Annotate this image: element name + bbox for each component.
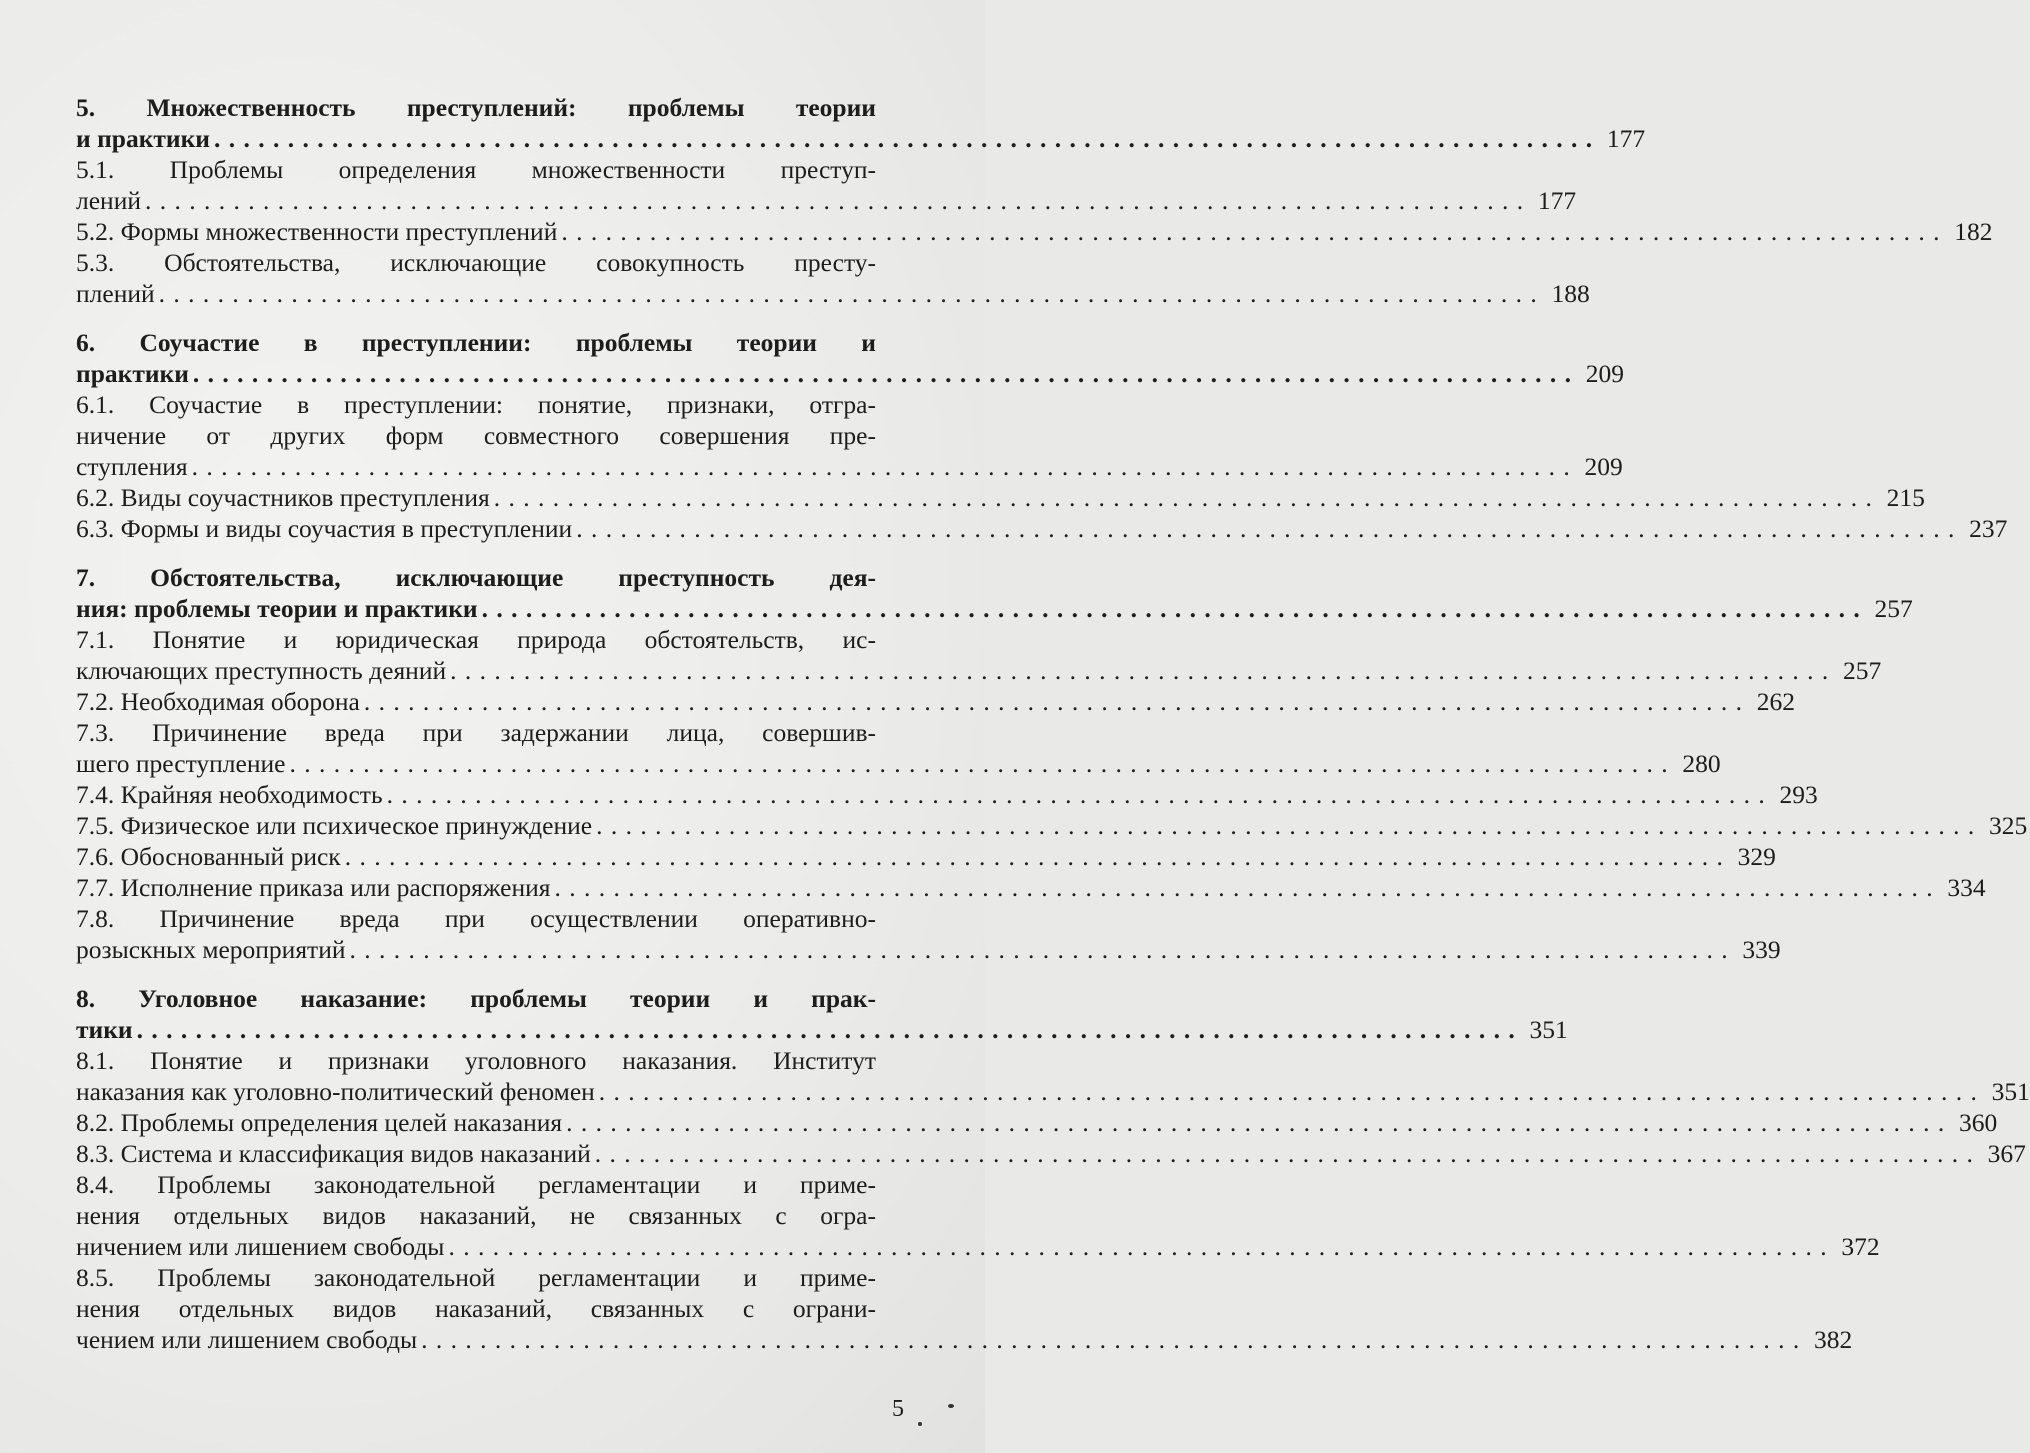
dot-leader: . . . . . . . . . . . . . . . . . . . . . . . . . . . . . . . . . . . . . . . . . . . . . . . . . . . . . . . . . . . . . . . . . . . . . . . . . . . . . . . . . . . . . . . . . . . . . . <box>344 842 1724 871</box>
section-title-line <box>76 1014 1568 1045</box>
entry-line-text: наказания как уголовно-политический феномен <box>76 1077 595 1106</box>
toc-entry <box>76 872 1986 903</box>
entry-line-text: 6.2. Виды соучастников преступления <box>76 483 490 512</box>
section-title-line-text: практики <box>76 359 189 388</box>
dot-leader: . . . . . . . . . . . . . . . . . . . . . . . . . . . . . . . . . . . . . . . . . . . . . . . . . . . . . . . . . . . . . . . . . . . . . . . . . . . . . . . . . . . . . . . . . . . . . . <box>144 186 1525 215</box>
entry-line <box>76 513 2008 544</box>
entry-line-text: ничение от других форм совместного совершения пре- <box>76 421 876 450</box>
toc-entry <box>76 841 1776 872</box>
page-ref: 280 <box>1682 749 1721 778</box>
table-of-contents <box>76 92 2030 1355</box>
dot-leader: . . . . . . . . . . . . . . . . . . . . . . . . . . . . . . . . . . . . . . . . . . . . . . . . . . . . . . . . . . . . . . . . . . . . . . . . . . . . . . . . . . . . . . . . . . . . . . <box>493 483 1873 512</box>
section-title-line-text: и практики <box>76 124 210 153</box>
entry-line-text: 6.1. Соучастие в преступлении: понятие, признаки, отгра- <box>76 390 876 419</box>
page-ref: 177 <box>1537 186 1577 215</box>
toc-entry <box>76 779 1818 810</box>
entry-line <box>76 934 1781 965</box>
section-title-line <box>76 358 1625 389</box>
entry-line <box>76 1107 1998 1138</box>
dot-leader: . . . . . . . . . . . . . . . . . . . . . . . . . . . . . . . . . . . . . . . . . . . . . . . . . . . . . . . . . . . . . . . . . . . . . . . . . . . . . . . . . . . . . . . . . . . . . . <box>450 656 1830 685</box>
print-speck <box>948 1404 954 1408</box>
entry-line-text: 7.3. Причинение вреда при задержании лица, совершив- <box>76 718 876 747</box>
entry-line <box>76 717 876 748</box>
entry-line <box>76 686 1795 717</box>
dot-leader: . . . . . . . . . . . . . . . . . . . . . . . . . . . . . . . . . . . . . . . . . . . . . . . . . . . . . . . . . . . . . . . . . . . . . . . . . . . . . . . . . . . . . . . . . . . . . . <box>386 780 1766 809</box>
section-title-line-text: ния: проблемы теории и практики <box>76 594 478 623</box>
dot-leader: . . . . . . . . . . . . . . . . . . . . . . . . . . . . . . . . . . . . . . . . . . . . . . . . . . . . . . . . . . . . . . . . . . . . . . . . . . . . . . . . . . . . . . . . . . . . . . <box>596 811 1976 840</box>
entry-line-text: 8.1. Понятие и признаки уголовного наказания. Институт <box>76 1046 876 1075</box>
entry-line-text: 7.8. Причинение вреда при осуществлении оперативно- <box>76 904 876 933</box>
entry-line-text: 8.5. Проблемы законодательной регламентации и приме- <box>76 1263 876 1292</box>
page-ref: 293 <box>1779 780 1818 809</box>
dot-leader: . . . . . . . . . . . . . . . . . . . . . . . . . . . . . . . . . . . . . . . . . . . . . . . . . . . . . . . . . . . . . . . . . . . . . . . . . . . . . . . . . . . . . . . . . . . . . . <box>136 1015 1516 1044</box>
page-ref: 215 <box>1886 483 1925 512</box>
entry-line-text: нения отдельных видов наказаний, связанных с ограни- <box>76 1294 876 1323</box>
section-title-line <box>76 593 1913 624</box>
dot-leader: . . . . . . . . . . . . . . . . . . . . . . . . . . . . . . . . . . . . . . . . . . . . . . . . . . . . . . . . . . . . . . . . . . . . . . . . . . . . . . . . . . . . . . . . . . . . . . <box>349 935 1729 964</box>
dot-leader: . . . . . . . . . . . . . . . . . . . . . . . . . . . . . . . . . . . . . . . . . . . . . . . . . . . . . . . . . . . . . . . . . . . . . . . . . . . . . . . . . . . . . . . . . . . . . . <box>566 1108 1946 1137</box>
entry-line-text: 7.5. Физическое или психическое принуждение <box>76 811 593 840</box>
entry-line <box>76 1045 876 1076</box>
section-title-line <box>76 983 876 1014</box>
toc-entry <box>76 810 2028 841</box>
entry-line-text: 8.2. Проблемы определения целей наказания <box>76 1108 563 1137</box>
page-ref: 237 <box>1969 514 2008 543</box>
entry-line-text: 8.4. Проблемы законодательной регламентации и приме- <box>76 1170 876 1199</box>
page-ref: 257 <box>1843 656 1882 685</box>
toc-entry <box>76 1107 1998 1138</box>
dot-leader: . . . . . . . . . . . . . . . . . . . . . . . . . . . . . . . . . . . . . . . . . . . . . . . . . . . . . . . . . . . . . . . . . . . . . . . . . . . . . . . . . . . . . . . . . . . . . . <box>594 1139 1974 1168</box>
entry-line <box>76 420 876 451</box>
toc-section <box>76 562 2028 965</box>
entry-line-text: 8.3. Система и классификация видов наказаний <box>76 1139 591 1168</box>
section-title-line-text: 5. Множественность преступлений: проблемы теории <box>76 93 876 122</box>
toc-entry <box>76 154 1577 216</box>
dot-leader: . . . . . . . . . . . . . . . . . . . . . . . . . . . . . . . . . . . . . . . . . . . . . . . . . . . . . . . . . . . . . . . . . . . . . . . . . . . . . . . . . . . . . . . . . . . . . . <box>448 1232 1828 1261</box>
entry-line <box>76 903 876 934</box>
page-ref: 367 <box>1987 1139 2026 1168</box>
entry-line-text: 5.1. Проблемы определения множественности преступ- <box>76 155 876 184</box>
entry-line-text: розыскных мероприятий <box>76 935 346 964</box>
page-ref: 351 <box>1529 1015 1568 1044</box>
dot-leader: . . . . . . . . . . . . . . . . . . . . . . . . . . . . . . . . . . . . . . . . . . . . . . . . . . . . . . . . . . . . . . . . . . . . . . . . . . . . . . . . . . . . . . . . . . . . . . <box>192 359 1573 388</box>
page-ref: 209 <box>1585 359 1625 388</box>
page-ref: 325 <box>1988 811 2028 840</box>
toc-entry <box>76 1169 1880 1262</box>
page-ref: 257 <box>1874 594 1913 623</box>
toc-entry <box>76 1262 1853 1355</box>
section-title-line <box>76 327 876 358</box>
entry-line-text: плений <box>76 279 155 308</box>
entry-line <box>76 451 1623 482</box>
entry-line-text: 6.3. Формы и виды соучастия в преступлении <box>76 514 573 543</box>
page-ref: 182 <box>1954 217 1993 246</box>
entry-line <box>76 1138 2026 1169</box>
entry-line <box>76 216 1993 247</box>
dot-leader: . . . . . . . . . . . . . . . . . . . . . . . . . . . . . . . . . . . . . . . . . . . . . . . . . . . . . . . . . . . . . . . . . . . . . . . . . . . . . . . . . . . . . . . . . . . . . . <box>561 217 1941 246</box>
toc-entry <box>76 717 1721 779</box>
section-title-line-text: 7. Обстоятельства, исключающие преступность дея- <box>76 563 876 592</box>
section-title-line <box>76 92 876 123</box>
entry-line-text: 5.2. Формы множественности преступлений <box>76 217 558 246</box>
page-ref: 334 <box>1947 873 1986 902</box>
dot-leader: . . . . . . . . . . . . . . . . . . . . . . . . . . . . . . . . . . . . . . . . . . . . . . . . . . . . . . . . . . . . . . . . . . . . . . . . . . . . . . . . . . . . . . . . . . . . . . <box>363 687 1743 716</box>
toc-entry <box>76 389 1623 482</box>
dot-leader: . . . . . . . . . . . . . . . . . . . . . . . . . . . . . . . . . . . . . . . . . . . . . . . . . . . . . . . . . . . . . . . . . . . . . . . . . . . . . . . . . . . . . . . . . . . . . . <box>481 594 1861 623</box>
entry-line-text: ступления <box>76 452 188 481</box>
toc-section <box>76 92 1993 309</box>
entry-line-text: 7.7. Исполнение приказа или распоряжения <box>76 873 551 902</box>
toc-section <box>76 983 2030 1355</box>
entry-line <box>76 841 1776 872</box>
dot-leader: . . . . . . . . . . . . . . . . . . . . . . . . . . . . . . . . . . . . . . . . . . . . . . . . . . . . . . . . . . . . . . . . . . . . . . . . . . . . . . . . . . . . . . . . . . . . . . <box>214 124 1594 153</box>
dot-leader: . . . . . . . . . . . . . . . . . . . . . . . . . . . . . . . . . . . . . . . . . . . . . . . . . . . . . . . . . . . . . . . . . . . . . . . . . . . . . . . . . . . . . . . . . . . . . . <box>289 749 1669 778</box>
toc-entry <box>76 686 1795 717</box>
entry-line <box>76 154 876 185</box>
entry-line <box>76 872 1986 903</box>
entry-line <box>76 1169 876 1200</box>
entry-line-text: лений <box>76 186 141 215</box>
entry-line-text: ключающих преступность деяний <box>76 656 447 685</box>
entry-line <box>76 1231 1880 1262</box>
entry-line <box>76 748 1721 779</box>
entry-line <box>76 1293 876 1324</box>
entry-line <box>76 1200 876 1231</box>
page-ref: 177 <box>1606 124 1646 153</box>
toc-entry <box>76 903 1781 965</box>
entry-line <box>76 278 1590 309</box>
dot-leader: . . . . . . . . . . . . . . . . . . . . . . . . . . . . . . . . . . . . . . . . . . . . . . . . . . . . . . . . . . . . . . . . . . . . . . . . . . . . . . . . . . . . . . . . . . . . . . <box>554 873 1934 902</box>
entry-line-text: 7.2. Необходимая оборона <box>76 687 360 716</box>
entry-line-text: ничением или лишением свободы <box>76 1232 445 1261</box>
entry-line <box>76 810 2028 841</box>
page-ref: 262 <box>1756 687 1795 716</box>
dot-leader: . . . . . . . . . . . . . . . . . . . . . . . . . . . . . . . . . . . . . . . . . . . . . . . . . . . . . . . . . . . . . . . . . . . . . . . . . . . . . . . . . . . . . . . . . . . . . . <box>421 1325 1801 1354</box>
entry-line-text: шего преступление <box>76 749 286 778</box>
entry-line <box>76 389 876 420</box>
page-ref: 351 <box>1991 1077 2030 1106</box>
page-ref: 372 <box>1841 1232 1880 1261</box>
page-ref: 188 <box>1551 279 1590 308</box>
section-title-line-text: тики <box>76 1015 133 1044</box>
page-ref: 209 <box>1584 452 1623 481</box>
page-ref: 360 <box>1959 1108 1998 1137</box>
dot-leader: . . . . . . . . . . . . . . . . . . . . . . . . . . . . . . . . . . . . . . . . . . . . . . . . . . . . . . . . . . . . . . . . . . . . . . . . . . . . . . . . . . . . . . . . . . . . . . <box>158 279 1538 308</box>
page-number: 5 <box>892 1396 904 1422</box>
entry-line-text: 7.1. Понятие и юридическая природа обстоятельств, ис- <box>76 625 876 654</box>
entry-line <box>76 624 876 655</box>
entry-line <box>76 655 1882 686</box>
section-title-line-text: 8. Уголовное наказание: проблемы теории и прак- <box>76 984 876 1013</box>
entry-line-text: 7.4. Крайняя необходимость <box>76 780 383 809</box>
entry-line <box>76 1324 1853 1355</box>
entry-line-text: 7.6. Обоснованный риск <box>76 842 341 871</box>
toc-entry <box>76 513 2008 544</box>
entry-line <box>76 482 1925 513</box>
section-title-line <box>76 123 1646 154</box>
entry-line <box>76 1262 876 1293</box>
entry-line-text: чением или лишением свободы <box>76 1325 418 1354</box>
entry-line-text: нения отдельных видов наказаний, не связанных с огра- <box>76 1201 876 1230</box>
page-ref: 382 <box>1814 1325 1853 1354</box>
dot-leader: . . . . . . . . . . . . . . . . . . . . . . . . . . . . . . . . . . . . . . . . . . . . . . . . . . . . . . . . . . . . . . . . . . . . . . . . . . . . . . . . . . . . . . . . . . . . . . <box>191 452 1571 481</box>
entry-line <box>76 247 876 278</box>
dot-leader: . . . . . . . . . . . . . . . . . . . . . . . . . . . . . . . . . . . . . . . . . . . . . . . . . . . . . . . . . . . . . . . . . . . . . . . . . . . . . . . . . . . . . . . . . . . . . . <box>598 1077 1978 1106</box>
dot-leader: . . . . . . . . . . . . . . . . . . . . . . . . . . . . . . . . . . . . . . . . . . . . . . . . . . . . . . . . . . . . . . . . . . . . . . . . . . . . . . . . . . . . . . . . . . . . . . <box>576 514 1956 543</box>
toc-entry <box>76 482 1925 513</box>
page-ref: 329 <box>1737 842 1776 871</box>
entry-line <box>76 1076 2030 1107</box>
toc-entry <box>76 216 1993 247</box>
page-ref: 339 <box>1742 935 1781 964</box>
print-speck <box>918 1422 922 1426</box>
entry-line-text: 5.3. Обстоятельства, исключающие совокупность престу- <box>76 248 876 277</box>
section-title-line-text: 6. Соучастие в преступлении: проблемы теории и <box>76 328 876 357</box>
toc-entry <box>76 1045 2030 1107</box>
entry-line <box>76 779 1818 810</box>
toc-section <box>76 327 2008 544</box>
entry-line <box>76 185 1577 216</box>
toc-entry <box>76 247 1590 309</box>
toc-entry <box>76 1138 2026 1169</box>
toc-entry <box>76 624 1882 686</box>
section-title-line <box>76 562 876 593</box>
